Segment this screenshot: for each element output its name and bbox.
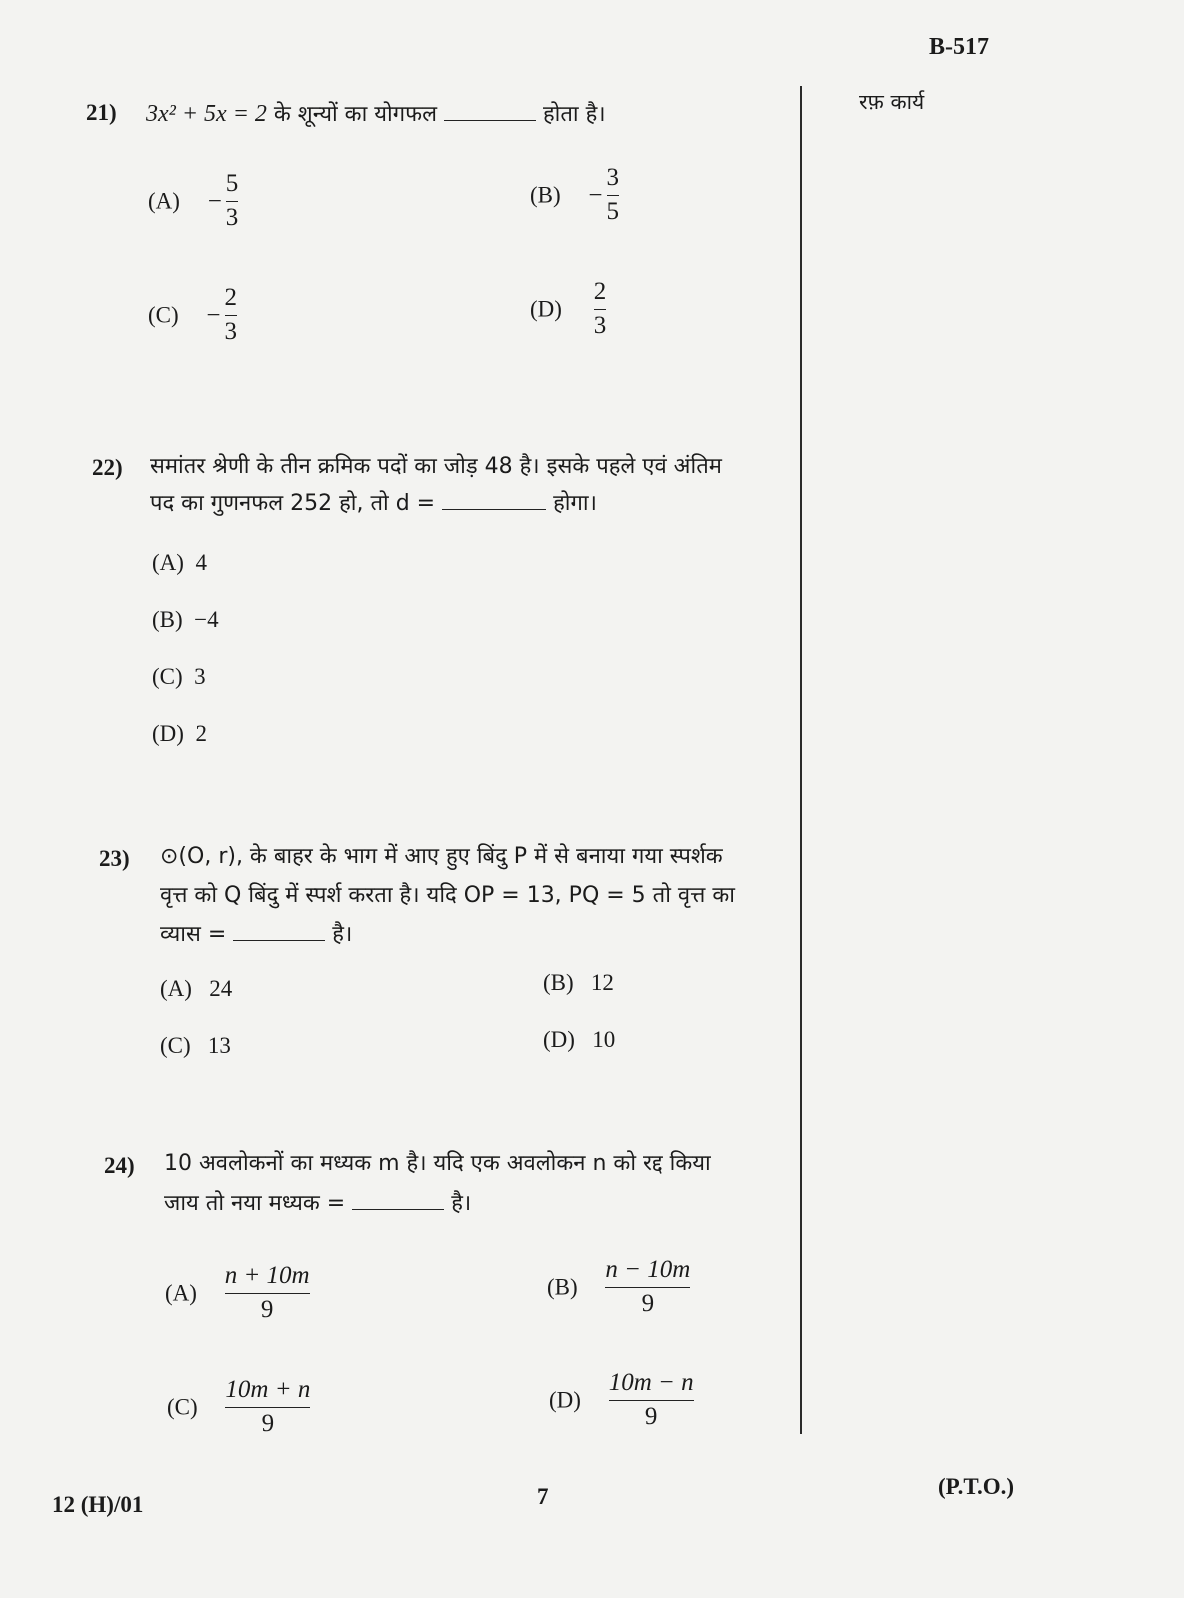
question-24-number: 24) (104, 1153, 135, 1178)
question-23-number: 23) (99, 846, 130, 871)
question-21-number: 21) (86, 100, 117, 125)
option-value: −4 (194, 607, 219, 632)
rough-work-label: रफ़ कार्य (859, 90, 925, 114)
answer-blank (444, 119, 536, 121)
answer-blank (233, 939, 325, 941)
option-label: (C) (167, 1394, 198, 1420)
question-21-text (146, 98, 606, 128)
q23-option-c[interactable] (160, 1033, 231, 1059)
question-23-line-2: वृत्त को Q बिंदु में स्पर्श करता है। यदि OP = 13, PQ = 5 तो वृत्त का (160, 883, 735, 908)
paper-code-footer: 12 (H)/01 (52, 1492, 144, 1517)
numerator: n − 10m (605, 1256, 691, 1283)
denominator: 3 (224, 318, 238, 346)
question-23-line-3-b: है। (332, 922, 353, 947)
minus-sign: − (588, 181, 603, 209)
q22-option-b[interactable] (152, 607, 219, 633)
q24-option-d[interactable] (549, 1369, 694, 1432)
q24-option-a[interactable] (165, 1262, 310, 1325)
numerator: 5 (225, 170, 239, 197)
q22-option-a[interactable] (152, 550, 207, 576)
minus-sign: − (206, 301, 221, 329)
q22-option-d[interactable] (152, 721, 207, 747)
fraction (226, 170, 239, 233)
option-label: (B) (530, 182, 561, 208)
question-24-line-2-b: है। (451, 1191, 472, 1216)
question-21-expression: 3x² + 5x = 2 (146, 101, 267, 127)
question-22-line-2-b: होगा। (553, 491, 597, 516)
numerator: 10m + n (225, 1376, 311, 1403)
fraction (225, 1376, 310, 1439)
q22-option-c[interactable] (152, 664, 206, 690)
q24-option-c[interactable] (167, 1376, 310, 1439)
option-label: (A) (152, 550, 184, 575)
denominator: 9 (260, 1296, 274, 1324)
denominator: 3 (225, 204, 239, 232)
fraction (225, 284, 238, 347)
fraction (225, 1262, 310, 1325)
fraction (605, 1256, 690, 1319)
denominator: 5 (606, 198, 620, 226)
fraction (607, 164, 620, 227)
option-value: 3 (194, 664, 206, 689)
option-label: (C) (148, 302, 179, 328)
option-label: (A) (148, 188, 180, 214)
option-label: (C) (160, 1033, 191, 1058)
answer-blank (352, 1208, 444, 1210)
numerator: 2 (224, 284, 238, 311)
please-turn-over: (P.T.O.) (938, 1474, 1015, 1499)
fraction (609, 1369, 694, 1432)
question-21-text-a: के शून्यों का योगफल (273, 102, 437, 127)
q24-option-b[interactable] (547, 1256, 690, 1319)
question-22-number: 22) (92, 455, 123, 480)
option-label: (A) (160, 976, 192, 1001)
option-label: (B) (152, 607, 183, 632)
q21-option-c[interactable] (148, 284, 237, 347)
question-22-line-1: समांतर श्रेणी के तीन क्रमिक पदों का जोड़ 48 है। इसके पहले एवं अंतिम (150, 454, 722, 479)
option-label: (A) (165, 1280, 197, 1306)
option-label: (C) (152, 664, 183, 689)
numerator: 2 (593, 278, 607, 305)
option-value: 4 (195, 550, 207, 575)
numerator: n + 10m (224, 1262, 310, 1289)
option-label: (D) (530, 296, 562, 322)
option-label: (D) (152, 721, 184, 746)
option-label: (B) (543, 970, 574, 995)
q21-option-a[interactable] (148, 170, 238, 233)
page-number: 7 (537, 1484, 549, 1509)
denominator: 9 (644, 1403, 658, 1431)
option-value: 24 (209, 976, 233, 1001)
question-23-line-3-a: व्यास = (160, 922, 227, 947)
question-24-line-2 (164, 1187, 471, 1217)
minus-sign: − (207, 187, 222, 215)
question-22-line-2 (150, 487, 597, 517)
numerator: 10m − n (608, 1369, 694, 1396)
question-23-line-1: ⊙(O, r), के बाहर के भाग में आए हुए बिंदु P में से बनाया गया स्पर्शक (160, 844, 723, 869)
question-22-line-2-a: पद का गुणनफल 252 हो, तो d = (150, 491, 436, 516)
q23-option-d[interactable] (543, 1027, 615, 1053)
option-value: 10 (592, 1027, 616, 1052)
q21-option-b[interactable] (530, 164, 619, 227)
numerator: 3 (606, 164, 620, 191)
option-value: 12 (590, 970, 614, 995)
q23-option-b[interactable] (543, 970, 614, 996)
q23-option-a[interactable] (160, 976, 232, 1002)
option-value: 13 (207, 1033, 231, 1058)
question-21-text-b: होता है। (543, 102, 606, 127)
denominator: 3 (593, 312, 607, 340)
paper-code-top: B-517 (929, 34, 989, 60)
column-divider (800, 86, 802, 1434)
question-24-line-2-a: जाय तो नया मध्यक = (164, 1191, 346, 1216)
question-23-line-3 (160, 918, 352, 948)
fraction (594, 278, 607, 341)
question-24-line-1: 10 अवलोकनों का मध्यक m है। यदि एक अवलोकन n को रद्द किया (164, 1151, 711, 1176)
option-label: (B) (547, 1274, 578, 1300)
option-label: (D) (549, 1387, 581, 1413)
denominator: 9 (641, 1290, 655, 1318)
option-label: (D) (543, 1027, 575, 1052)
answer-blank (442, 508, 546, 510)
option-value: 2 (195, 721, 207, 746)
q21-option-d[interactable] (530, 278, 606, 341)
denominator: 9 (261, 1410, 275, 1438)
